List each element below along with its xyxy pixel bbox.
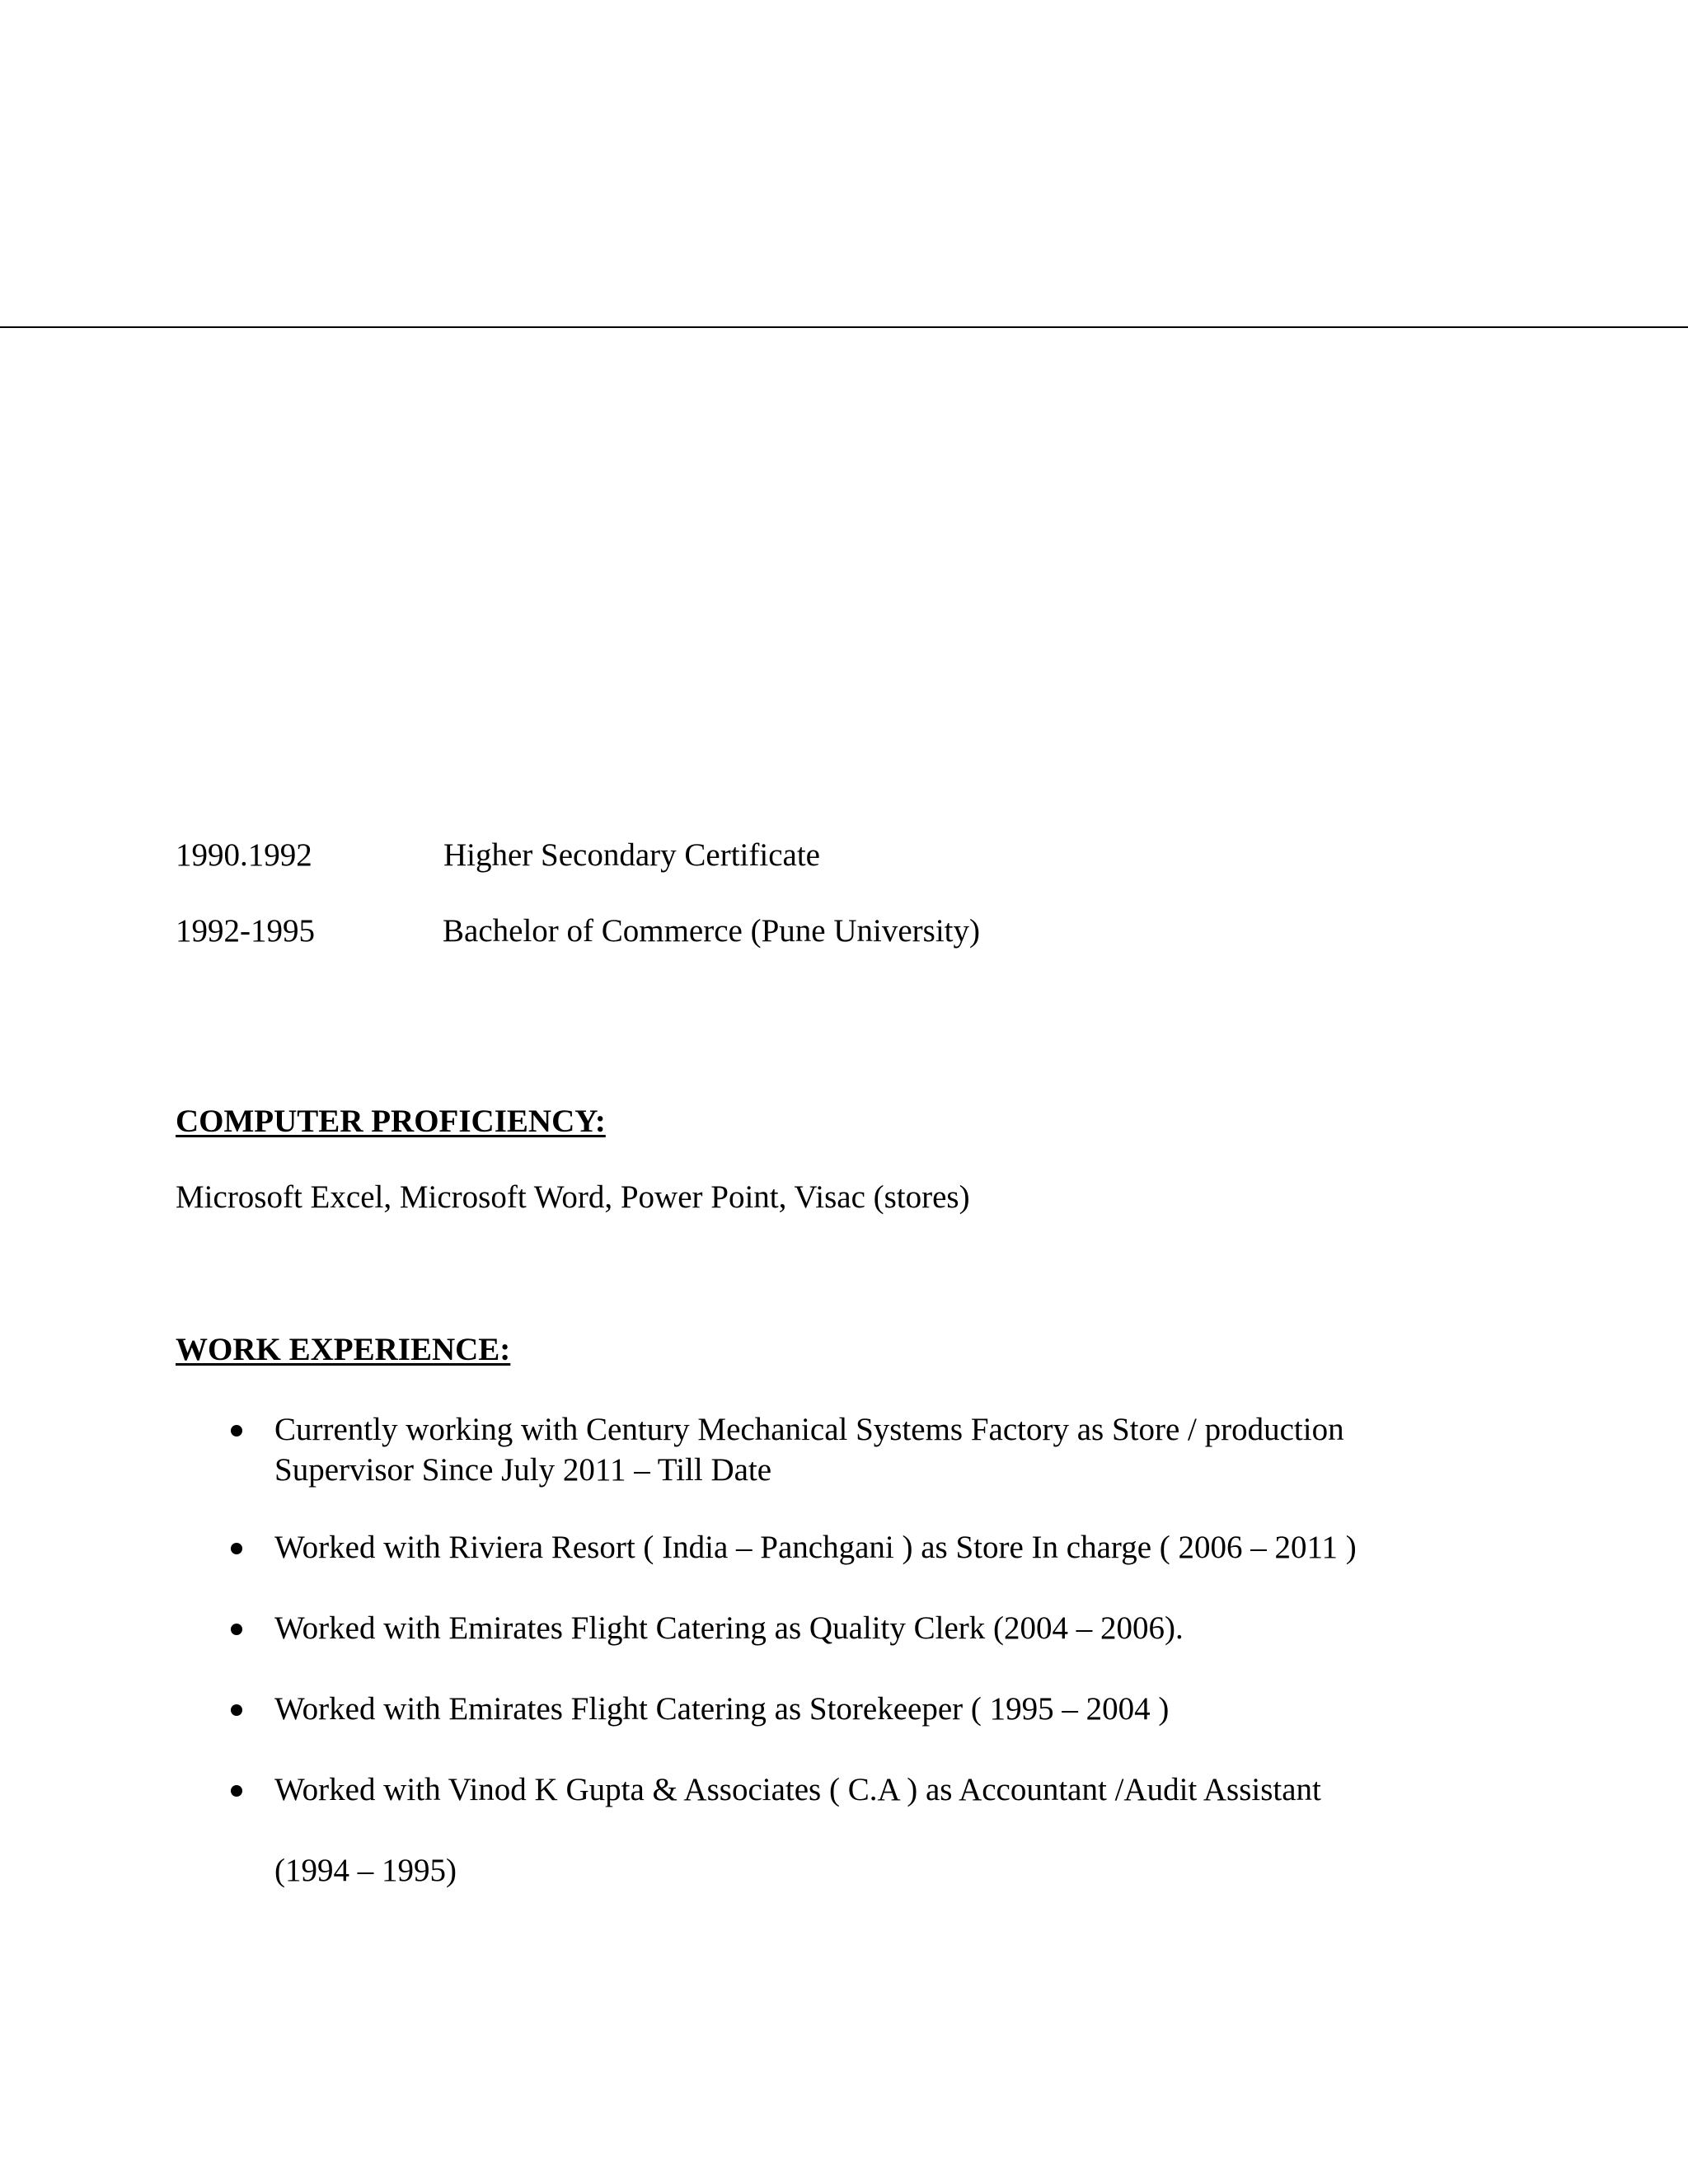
experience-line: Supervisor Since July 2011 – Till Date [274,1452,772,1488]
horizontal-divider [0,326,1688,328]
work-experience-heading: WORK EXPERIENCE: [176,1332,511,1367]
education-qualification: Higher Secondary Certificate [443,837,820,873]
computer-skills: Microsoft Excel, Microsoft Word, Power Point, Visac (stores) [176,1179,970,1215]
education-period: 1992-1995 [176,913,315,949]
bullet-icon [231,1543,242,1554]
experience-line: Worked with Riviera Resort ( India – Panchgani ) as Store In charge ( 2006 – 2011 ) [274,1530,1357,1565]
bullet-icon [231,1785,242,1797]
experience-line: Currently working with Century Mechanical Systems Factory as Store / production [274,1412,1344,1447]
education-period: 1990.1992 [176,837,312,873]
education-qualification: Bachelor of Commerce (Pune University) [443,913,980,949]
experience-line: Worked with Vinod K Gupta & Associates ( C.A ) as Accountant /Audit Assistant [274,1772,1321,1807]
bullet-icon [231,1425,242,1436]
experience-line: Worked with Emirates Flight Catering as Storekeeper ( 1995 – 2004 ) [274,1691,1170,1727]
experience-line: Worked with Emirates Flight Catering as Quality Clerk (2004 – 2006). [274,1610,1184,1646]
computer-proficiency-heading: COMPUTER PROFICIENCY: [176,1104,606,1139]
experience-line: (1994 – 1995) [274,1853,457,1888]
bullet-icon [231,1624,242,1635]
bullet-icon [231,1704,242,1716]
